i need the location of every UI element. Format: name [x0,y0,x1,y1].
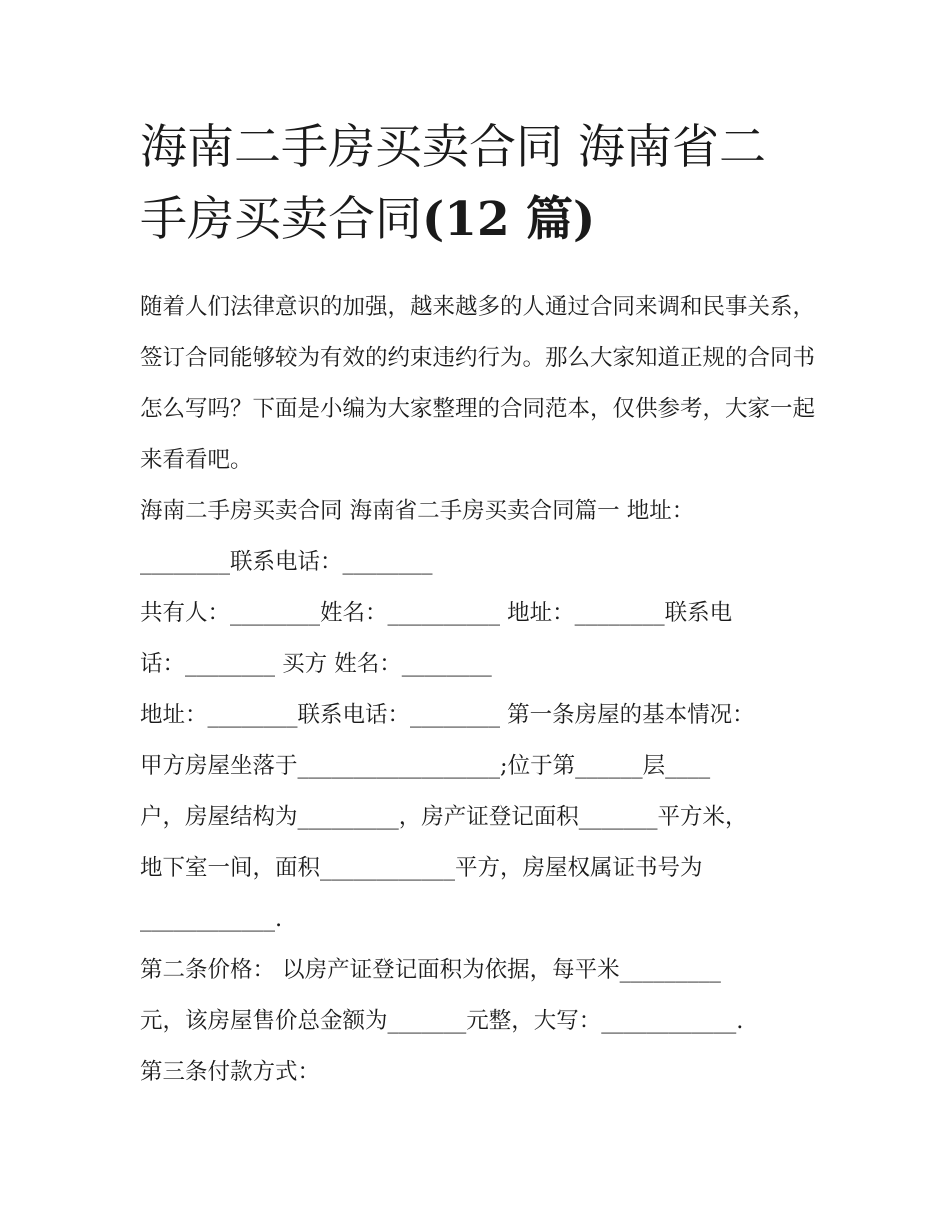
body-line-7: 户，房屋结构为_________，房产证登记面积_______平方米， [140,804,748,830]
title-line-2: 手房买卖合同 [140,192,422,247]
document-title [140,112,820,256]
intro-paragraph: 随着人们法律意识的加强，越来越多的人通过合同来调和民事关系，签订合同能够较为有效的约束违约行为。那么大家知道正规的合同书怎么写吗？下面是小编为大家整理的合同范本，仅供参考，大家一起来看看吧。 [140,294,816,473]
body-line-4: 话：________ 买方 姓名：________ [140,651,492,677]
title-count: (12 篇) [422,192,596,247]
body-line-2: ________联系电话：________ [140,549,433,575]
body-line-11: 元，该房屋售价总金额为_______元整，大写：____________. [140,1008,744,1034]
body-line-1: 海南二手房买卖合同 海南省二手房买卖合同篇一 地址： [140,498,695,524]
body-line-5: 地址：________联系电话：________ 第一条房屋的基本情况： [140,702,755,728]
body-line-10: 第二条价格： 以房产证登记面积为依据，每平米_________ [140,957,721,983]
body-line-6: 甲方房屋坐落于__________________;位于第______层____ [140,753,711,779]
title-line-1: 海南二手房买卖合同 海南省二 [140,120,766,175]
body-line-9: ____________. [140,906,283,932]
document-page [140,112,820,1098]
body-line-12: 第三条付款方式： [140,1059,321,1085]
body-line-3: 共有人：________姓名：__________ 地址：________联系电 [140,600,733,626]
body-line-8: 地下室一间，面积____________平方，房屋权属证书号为 [140,855,703,881]
